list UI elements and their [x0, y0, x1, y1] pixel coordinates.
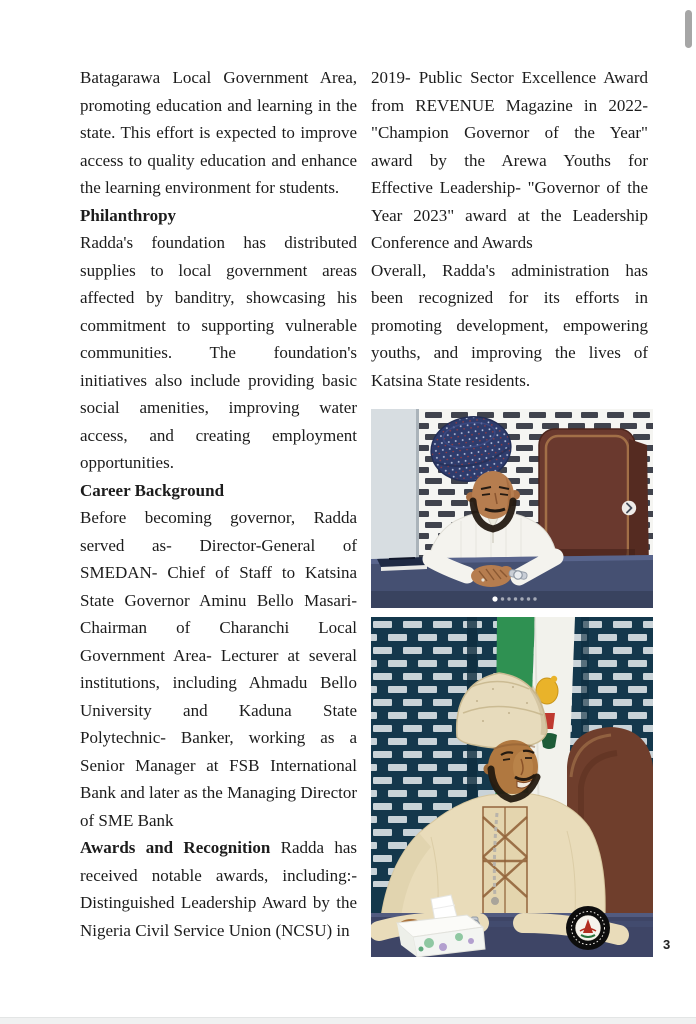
embroidery-panel [483, 807, 527, 915]
scrollbar-thumb[interactable] [685, 10, 692, 48]
logo-badge [566, 906, 610, 950]
awards-text: Radda has received notable awards, including:- Distinguished Leadership Award by the Nigeria Civil Service Union (NCSU) in [80, 838, 358, 940]
photo-governor-smiling [371, 617, 653, 957]
heading-career-background: Career Background [80, 480, 225, 500]
wall-left [371, 409, 419, 565]
photo-governor-at-desk [371, 409, 653, 608]
paragraph-career: Before becoming governor, Radda served as- Director-General of SMEDAN- Chief of Staff to Katsina State Governor Aminu Bello Masari- Chairman of Charanchi Local Government Area- Lecturer at several institutions, including Ahmadu Bello University and Kaduna State Polytechnic- Banker, working as a Senior Manager at FSB International Bank and later as the Managing Director of SME Bank [80, 508, 357, 830]
left-column [80, 64, 357, 944]
paragraph-education: Batagarawa Local Government Area, promoting education and learning in the state. This effort is expected to improve access to quality education and enhance the learning environment for students. [80, 68, 357, 197]
paragraph-awards-list: 2019- Public Sector Excellence Award from REVENUE Magazine in 2022- "Champion Governor of the Year" award by the Arewa Youths for Effective Leadership- "Governor of the Year 2023" award at the Leadership Conference and Awards [371, 68, 648, 252]
right-column [371, 64, 648, 394]
carousel-next-button[interactable] [622, 501, 636, 515]
notebook [377, 557, 427, 571]
heading-awards-inline: Awards and Recognition [80, 838, 271, 857]
heading-philanthropy: Philanthropy [80, 205, 177, 225]
viewer-bottom-bar [0, 1017, 696, 1024]
page-number: 3 [663, 937, 671, 952]
paragraph-philanthropy: Radda's foundation has distributed supplies to local government areas affected by banditry, showcasing his commitment to supporting vulnerable communities. The foundation's initiatives also include providing basic social amenities, improving water access, and creating employment opportunities. [80, 233, 357, 472]
paragraph-awards [80, 834, 357, 944]
paragraph-overall: Overall, Radda's administration has been recognized for its efforts in promoting development, empowering youths, and improving the lives of Katsina State residents. [371, 260, 648, 390]
